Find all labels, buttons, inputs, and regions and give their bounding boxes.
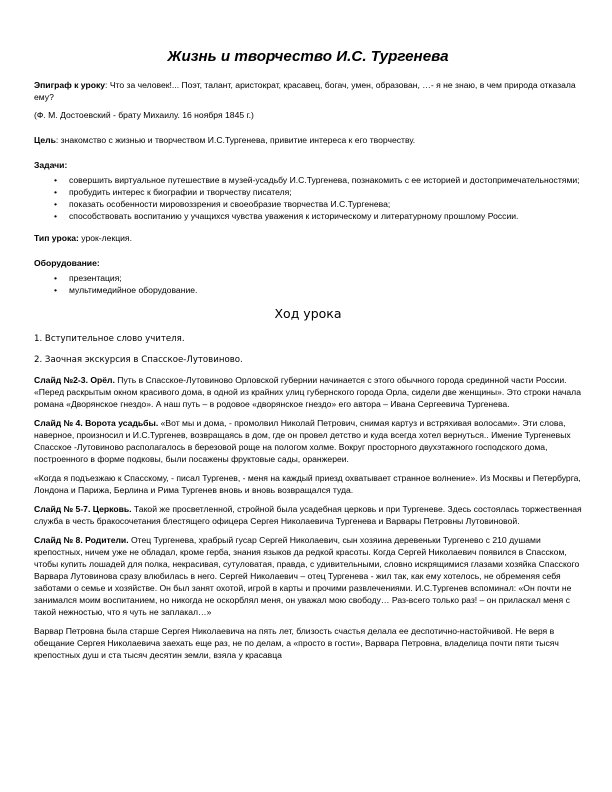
slide-label: Слайд №2-3. Орёл. xyxy=(34,375,115,385)
slide-paragraph xyxy=(34,374,582,410)
slide-label: Слайд № 5-7. Церковь. xyxy=(34,504,132,514)
slide-paragraph xyxy=(34,534,582,618)
goal-text: : знакомство с жизнью и творчеством И.С.Тургенева, привитие интереса к его творчеству. xyxy=(55,135,416,145)
epigraph-label: Эпиграф к уроку xyxy=(34,80,106,90)
goal-label: Цель xyxy=(34,135,56,145)
lesson-type-label: Тип урока: xyxy=(34,233,79,243)
slide-text: «Вот мы и дома, - промолвил Николай Петрович, снимая картуз и встряхивая волосами». Эти слова, наверное, произносил и И.С.Тургенев, возвращаясь в дом, где он провел детство и куда всегда хотел вернуться.. Имение Тургеневых Спасское -Лутовиново располагалось в березовой роще на пологом холме. Вокруг просторного двухэтажного господского дома, построенного в форме подковы, были посажены фруктовые сады, оранжереи. xyxy=(34,418,571,464)
slide-text: Отец Тургенева, храбрый гусар Сергей Николаевич, сын хозяина деревеньки Тургенево с 210 душами крепостных, ничем уже не обладал, кроме герба, знания языков да редкой красоты. Когда Сергей Николаевич появился в Спасском, чтобы купить лошадей для полка, некрасивая, сутуловатая, правда, с удивительными, словно искрящимися глазами хозяйка Спасского Варвара Лутовинова сразу влюбилась в него. Сергей Николаевич – отец Тургенева - жил так, как ему хотелось, не обременяя себя заботами о семье и хозяйстве. Он был занят охотой, игрой в карты и прочими развлечениями. И.С.Тургенев вспоминал: «Он почти не занимался моим воспитанием, но никогда не оскорблял меня, он уважал мою свободу… Раз-всего только раз! – он приласкал меня с такой нежностью, что я чуть не заплакал…» xyxy=(34,535,580,617)
list-item: • показать особенности мировоззрения и своеобразие творчества И.С.Тургенева; xyxy=(54,199,391,209)
slide-label: Слайд № 8. Родители. xyxy=(34,535,129,545)
tasks-heading: Задачи: xyxy=(34,160,68,170)
step-1: 1. Вступительное слово учителя. xyxy=(34,334,185,344)
step-2: 2. Заочная экскурсия в Спасское-Лутовиново. xyxy=(34,355,243,365)
list-item: • совершить виртуальное путешествие в музей-усадьбу И.С.Тургенева, познакомить с ее историей и достопримечательностями; xyxy=(54,175,580,185)
slide-text: Такой же просветленной, стройной была усадебная церковь и при Тургеневе. Здесь состоялась торжественная служба в честь бракосочетания блестящего офицера Сергея Николаевича Тургенева и Варвары Петровны Лутовиновой. xyxy=(34,504,582,526)
page-title: Жизнь и творчество И.С. Тургенева xyxy=(167,48,449,65)
bullet-icon: • xyxy=(54,211,58,221)
bullet-icon: • xyxy=(54,285,58,295)
slide-label: Слайд № 4. Ворота усадьбы. xyxy=(34,418,159,428)
bullet-icon: • xyxy=(54,199,58,209)
equipment-list xyxy=(34,272,582,296)
slide-text: Путь в Спасское-Лутовиново Орловской губернии начинается с этого обычного города срединной части России. «Перед раскрытым окном красивого дома, в одной из крайних улиц губернского города Орла, сидели две женщины». Это строки начала романа «Дворянское гнездо». А наш путь – в родовое «дворянское гнездо» его автора – Ивана Сергеевича Тургенева. xyxy=(34,375,581,409)
lesson-heading: Ход урока xyxy=(274,306,342,321)
equipment-heading: Оборудование: xyxy=(34,258,100,268)
text-paragraph xyxy=(34,625,582,661)
slide-paragraph xyxy=(34,503,582,527)
quote-paragraph xyxy=(34,472,582,496)
list-item: • пробудить интерес к биографии и творчеству писателя; xyxy=(54,187,292,197)
lesson-type xyxy=(34,232,582,244)
epigraph-text: : Что за человек!... Поэт, талант, аристократ, красавец, богач, умен, образован, …- я не знаю, в чем природа отказала ему? xyxy=(34,80,576,102)
paragraph-text: «Когда я подъезжаю к Спасскому, - писал Тургенев, - меня на каждый приезд охватывает странное волнение». Из Москвы и Петербурга, Лондона и Парижа, Берлина и Рима Тургенев вновь и вновь возвращался туда. xyxy=(34,473,581,495)
epigraph xyxy=(34,79,582,103)
lesson-type-text: урок-лекция. xyxy=(78,233,132,243)
bullet-icon: • xyxy=(54,273,58,283)
bullet-icon: • xyxy=(54,187,58,197)
list-item: • презентация; xyxy=(54,273,122,283)
paragraph-text: Варвар Петровна была старше Сергея Николаевича на пять лет, близость счастья делала ее деспотично-настойчивой. Не веря в обещание Сергея Николаевича заехать еще раз, не по делам, а «просто в гости», Варвара Петровна, владелица почти пяти тысяч крепостных душ и ста тысяч десятин земли, взяла у красавца xyxy=(34,626,559,660)
list-item: • мультимедийное оборудование. xyxy=(54,285,198,295)
epigraph-source: (Ф. М. Достоевский - брату Михаилу. 16 ноября 1845 г.) xyxy=(34,110,254,120)
goal xyxy=(34,134,582,146)
document-page xyxy=(34,47,582,668)
bullet-icon: • xyxy=(54,175,58,185)
tasks-list xyxy=(34,174,582,222)
slide-paragraph xyxy=(34,417,582,465)
list-item: • способствовать воспитанию у учащихся чувства уважения к историческому и литературному прошлому России. xyxy=(54,211,519,221)
